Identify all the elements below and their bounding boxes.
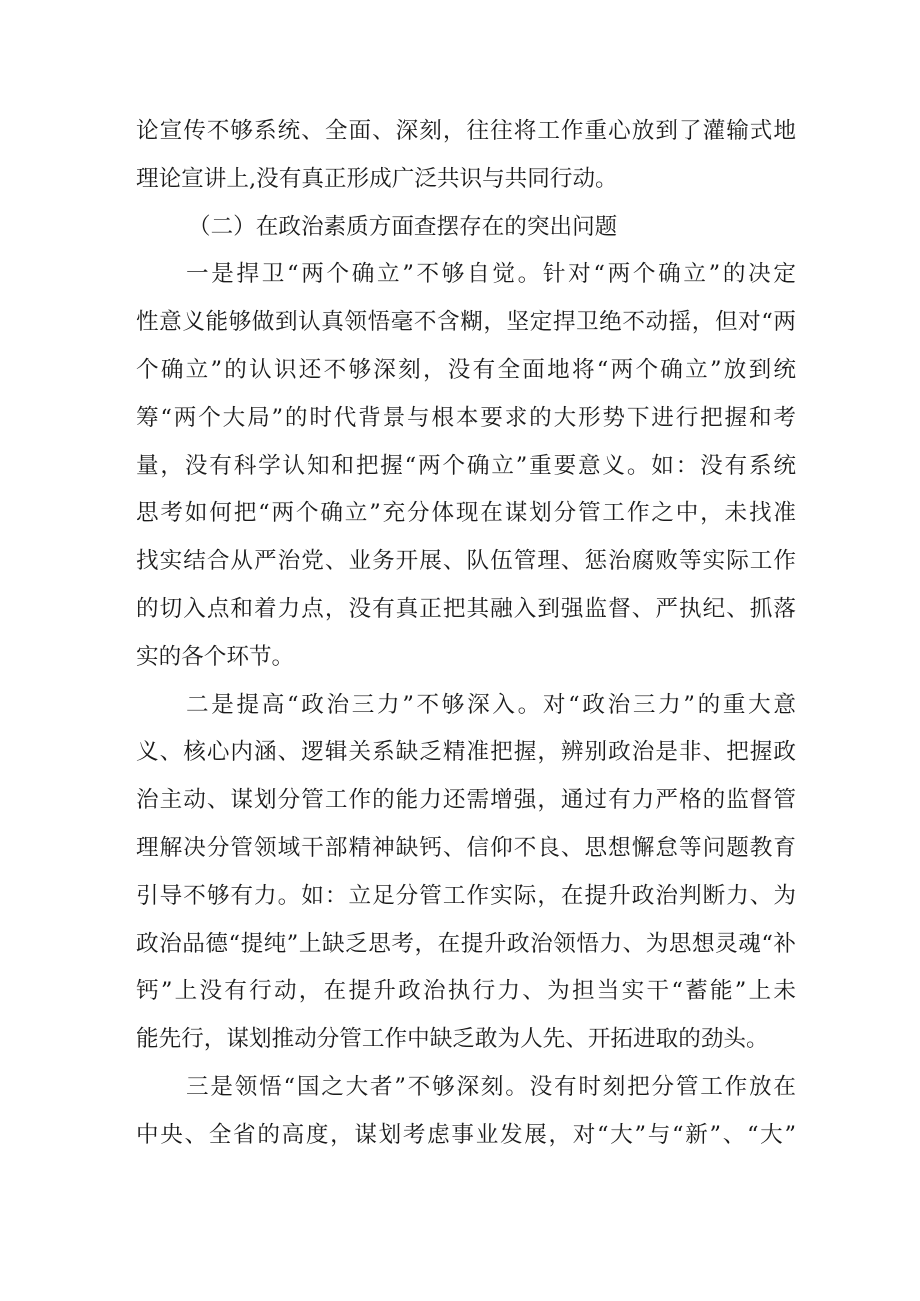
document-page [136,108,796,1160]
text-line: 三是领悟“国之大者”不够深刻。没有时刻把分管工作放在 [186,1073,796,1100]
text-line: 钙”上没有行动，在提升政治执行力、为担当实干“蓄能”上未 [136,978,796,1005]
text-line: 量，没有科学认知和把握“两个确立”重要意义。如：没有系统 [136,452,796,479]
text-line: 治主动、谋划分管工作的能力还需增强，通过有力严格的监督管 [136,787,796,814]
text-line: 二是提高“政治三力”不够深入。对“政治三力”的重大意 [186,691,796,718]
text-line: 一是捍卫“两个确立”不够自觉。针对“两个确立”的决定 [186,261,796,288]
text-line: 政治品德“提纯”上缺乏思考，在提升政治领悟力、为思想灵魂“补 [136,930,796,957]
text-line: 理论宣讲上,没有真正形成广泛共识与共同行动。 [136,165,618,192]
text-line: 实的各个环节。 [136,643,295,670]
text-line: 性意义能够做到认真领悟毫不含糊，坚定捍卫绝不动摇，但对“两 [136,309,796,336]
text-line: 义、核心内涵、逻辑关系缺乏精准把握，辨别政治是非、把握政 [136,739,796,766]
text-line: 理解决分管领域干部精神缺钙、信仰不良、思想懈怠等问题教育 [136,834,796,861]
text-line: 筹“两个大局”的时代背景与根本要求的大形势下进行把握和考 [136,404,796,431]
section-heading [136,204,796,252]
paragraph-continuation [136,108,796,204]
paragraph-point-one [136,251,796,681]
text-line: 个确立”的认识还不够深刻，没有全面地将“两个确立”放到统 [136,356,796,383]
paragraph-point-two [136,682,796,1064]
text-line: 论宣传不够系统、全面、深刻，往往将工作重心放到了灌输式地 [136,118,796,144]
text-line: 的切入点和着力点，没有真正把其融入到强监督、严执纪、抓落 [136,595,796,622]
text-line: 引导不够有力。如：立足分管工作实际，在提升政治判断力、为 [136,882,796,909]
paragraph-point-three [136,1064,796,1160]
text-line: 中央、全省的高度，谋划考虑事业发展，对“大”与“新”、“大” [136,1121,796,1148]
text-line: 找实结合从严治党、业务开展、队伍管理、惩治腐败等实际工作 [136,548,796,575]
text-line: 思考如何把“两个确立”充分体现在谋划分管工作之中，未找准 [136,500,796,527]
section-heading-text: （二）在政治素质方面查摆存在的突出问题 [188,213,618,240]
text-line: 能先行，谋划推动分管工作中缺乏敢为人先、开拓进取的劲头。 [136,1026,769,1053]
